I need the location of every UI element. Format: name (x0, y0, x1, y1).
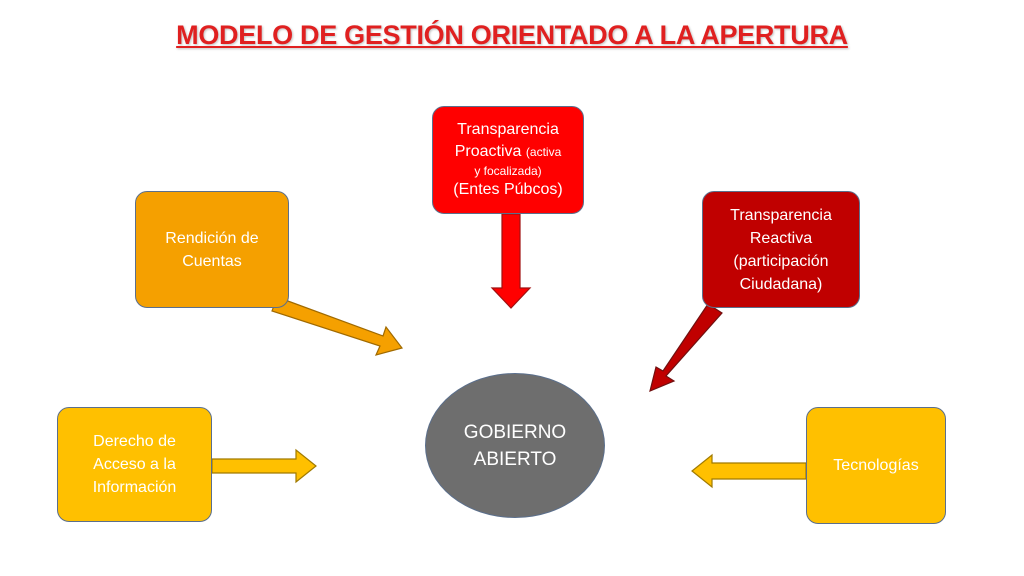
node-label-line: Acceso a la (93, 456, 176, 473)
node-label-small: y focalizada) (474, 164, 542, 178)
node-label-line: Cuentas (182, 252, 242, 270)
arrow-tecnologias (692, 455, 806, 487)
node-label-line: Rendición de (165, 229, 259, 247)
arrow-rendicion (272, 297, 402, 355)
node-label-line: (Entes Púbcos) (453, 181, 563, 198)
node-label-line: Información (92, 479, 177, 496)
node-rendicion-de-cuentas (135, 191, 289, 308)
node-label-line: Tecnologías (833, 457, 919, 474)
center-label-line: GOBIERNO (463, 421, 567, 443)
node-label-line: Ciudadana) (739, 275, 823, 293)
node-label-line (455, 141, 562, 163)
arrow-proactiva (492, 214, 530, 308)
node-label-line: (participación (733, 252, 829, 270)
slide-title: MODELO DE GESTIÓN ORIENTADO A LA APERTURA (176, 20, 848, 50)
node-label-line: Derecho de (93, 433, 176, 450)
node-label-small: (activa (525, 145, 562, 159)
node-label-line: Transparencia (457, 121, 559, 138)
node-transparencia-proactiva (432, 106, 584, 214)
node-gobierno-abierto (425, 373, 605, 518)
node-label-part: Proactiva (454, 143, 522, 160)
arrow-reactiva (650, 304, 722, 391)
node-transparencia-reactiva (702, 191, 860, 308)
node-derecho-de-acceso (57, 407, 212, 522)
arrow-derecho (212, 450, 316, 482)
node-label-line: Transparencia (730, 206, 832, 224)
node-label-line: Reactiva (749, 229, 813, 247)
node-tecnologias (806, 407, 946, 524)
center-label-line: ABIERTO (473, 448, 557, 470)
